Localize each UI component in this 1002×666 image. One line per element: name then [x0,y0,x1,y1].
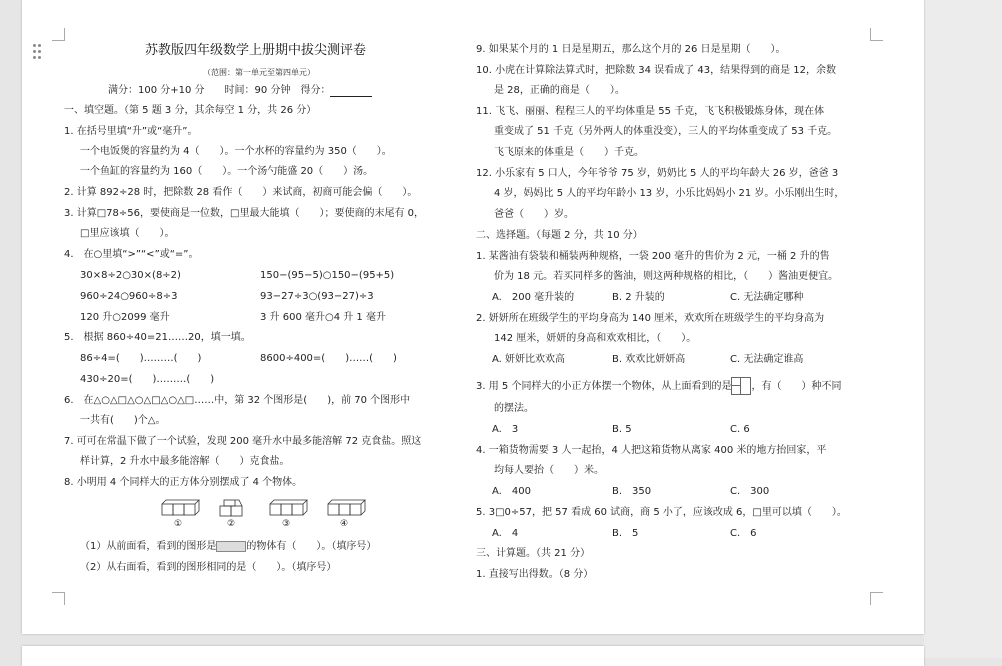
q6-line-a: 6. 在△○△□△○△□△○△□……中，第 32 个图形是( )，前 70 个图形中 [64,395,411,406]
q12-line-c: 爸爸（ ）岁。 [494,209,574,220]
q4-r2-a: 960÷24○960÷8÷3 [80,291,178,302]
c1-option-c: C. 无法确定哪种 [730,292,804,303]
q2: 2. 计算 892÷28 时，把除数 28 看作（ ）来试商，初商可能会偏（ ）。 [64,187,418,198]
c1-line-b: 价为 18 元。若买同样多的酱油，则这两种规格的相比，（ ）酱油更便宜。 [494,271,839,282]
section-3-heading: 三、计算题。（共 21 分） [476,548,591,559]
q4: 4. 在○里填“>”“<”或“=”。 [64,249,199,260]
q3-line-a: 3. 计算□78÷56，要使商是一位数，□里最大能填（ ）；要使商的末尾有 0， [64,208,424,219]
top-view-shape-icon [731,377,751,395]
c3-option-c: C. 6 [730,424,750,435]
c3-line-b: 的摆法。 [494,403,534,414]
cube-label-1: ① [174,519,183,529]
q7-line-b: 样计算，2 升水中最多能溶解（ ）克食盐。 [80,456,290,467]
cube-label-2: ② [227,519,236,529]
c5-option-b: B. 5 [612,528,639,539]
q5-r1-a: 86÷4=( )………( ) [80,353,202,364]
c2-line-b: 142 厘米，妍妍的身高和欢欢相比，（ ）。 [494,333,697,344]
cube-label-3: ③ [282,519,291,529]
q12-line-b: 4 岁，妈妈比 5 人的平均年龄小 13 岁，小乐比妈妈小 21 岁。小乐刚出生时， [494,188,845,199]
c3-line-a: 3. 用 5 个同样大的小正方体摆一个物体，从上面看到的是 ，有（ ）种不同 [476,377,841,395]
drag-handle-icon[interactable] [33,44,43,60]
cube-figure-2 [218,498,258,532]
q11-line-a: 11. 飞飞、丽丽、程程三人的平均体重是 55 千克，飞飞积极锻炼身体，现在体 [476,106,825,117]
margin-mark-bottom-right [870,592,883,605]
doc-meta: 满分：100 分+10 分 时间：90 分钟 得分： [108,84,372,97]
front-view-shape-icon [216,541,246,552]
q11-line-b: 重变成了 51 千克（另外两人的体重没变），三人的平均体重变成了 53 千克。 [494,126,838,137]
c5-option-a: A. 4 [492,528,519,539]
c2-line-a: 2. 妍妍所在班级学生的平均身高为 140 厘米，欢欢所在班级学生的平均身高为 [476,313,825,324]
c4-option-a: A. 400 [492,486,531,497]
c2-option-b: B. 欢欢比妍妍高 [612,354,686,365]
c3-option-a: A. 3 [492,424,519,435]
q12-line-a: 12. 小乐家有 5 口人，今年爷爷 75 岁，奶奶比 5 人的平均年龄大 26 岁，爸爸 3 [476,168,839,179]
c5-option-c: C. 6 [730,528,757,539]
c4-line-a: 4. 一箱货物需要 3 人一起抬，4 人把这箱货物从离家 400 米的地方抬回家，平 [476,445,827,456]
c1-option-a: A. 200 毫升装的 [492,292,575,303]
q11-line-c: 飞飞原来的体重是（ ）千克。 [494,147,644,158]
doc-title: 苏教版四年级数学上册期中拔尖测评卷 [145,43,367,58]
q5-r2: 430÷20=( )………( ) [80,374,215,385]
q1-line-a: 一个电饭煲的容量约为 4（ ）。一个水杯的容量约为 350（ ）。 [80,146,392,157]
q9: 9. 如果某个月的 1 日是星期五，那么这个月的 26 日是星期（ ）。 [476,44,786,55]
cube-figure-3 [268,498,308,532]
c1-line-a: 1. 某酱油有袋装和桶装两种规格，一袋 200 毫升的售价为 2 元，一桶 2 升的售 [476,251,830,262]
q6-line-b: 一共有( )个△。 [80,415,166,426]
q10-line-b: 是 28，正确的商是（ ）。 [494,85,625,96]
q5: 5. 根据 860÷40=21……20，填一填。 [64,332,251,343]
q7-line-a: 7. 可可在常温下做了一个试验，发现 200 毫升水中最多能溶解 72 克食盐。照这 [64,436,422,447]
c1-option-b: B. 2 升装的 [612,292,665,303]
cube-figure-4 [326,498,366,532]
cube-figure-1 [160,498,200,532]
c2-option-c: C. 无法确定谁高 [730,354,804,365]
q8-part-1: （1）从前面看，看到的图形是 的物体有（ ）。（填序号） [80,541,377,552]
q3-line-b: □里应该填（ ）。 [80,228,175,239]
margin-mark-top-left [52,28,65,41]
cube-figures [160,498,370,532]
q4-r1-b: 150−(95−5)○150−(95+5) [260,270,395,281]
q1-line-b: 一个鱼缸的容量约为 160（ ）。一个汤勺能盛 20（ ）汤。 [80,166,374,177]
q5-r1-b: 8600÷400=( )……( ) [260,353,397,364]
section-1-heading: 一、填空题。（第 5 题 3 分，其余每空 1 分，共 26 分） [64,105,317,116]
margin-mark-bottom-left [52,592,65,605]
next-page [22,646,924,666]
c4-option-b: B. 350 [612,486,652,497]
q10-line-a: 10. 小虎在计算除法算式时，把除数 34 误看成了 43，结果得到的商是 12，余数 [476,65,836,76]
c4-option-c: C. 300 [730,486,770,497]
c2-option-a: A. 妍妍比欢欢高 [492,354,566,365]
s1: 1. 直接写出得数。（8 分） [476,569,594,580]
q4-r2-b: 93−27÷3○(93−27)÷3 [260,291,374,302]
q4-r1-a: 30×8÷2○30×(8÷2) [80,270,181,281]
q4-r3-a: 120 升○2099 毫升 [80,312,170,323]
c5: 5. 3□0÷57，把 57 看成 60 试商，商 5 小了，应该改成 6，□里可以填（ ）。 [476,507,847,518]
q1: 1. 在括号里填“升”或“毫升”。 [64,126,198,137]
doc-range: （范围：第一单元至第四单元） [203,68,315,77]
c3-option-b: B. 5 [612,424,632,435]
q8-part-2: （2）从右面看，看到的图形相同的是（ ）。（填序号） [80,562,337,573]
q8: 8. 小明用 4 个同样大的正方体分别摆成了 4 个物体。 [64,477,303,488]
q4-r3-b: 3 升 600 毫升○4 升 1 毫升 [260,312,386,323]
right-gutter [924,0,1002,658]
cube-label-4: ④ [340,519,349,529]
section-2-heading: 二、选择题。（每题 2 分，共 10 分） [476,230,643,241]
margin-mark-top-right [870,28,883,41]
c4-line-b: 均每人要抬（ ）米。 [494,465,604,476]
